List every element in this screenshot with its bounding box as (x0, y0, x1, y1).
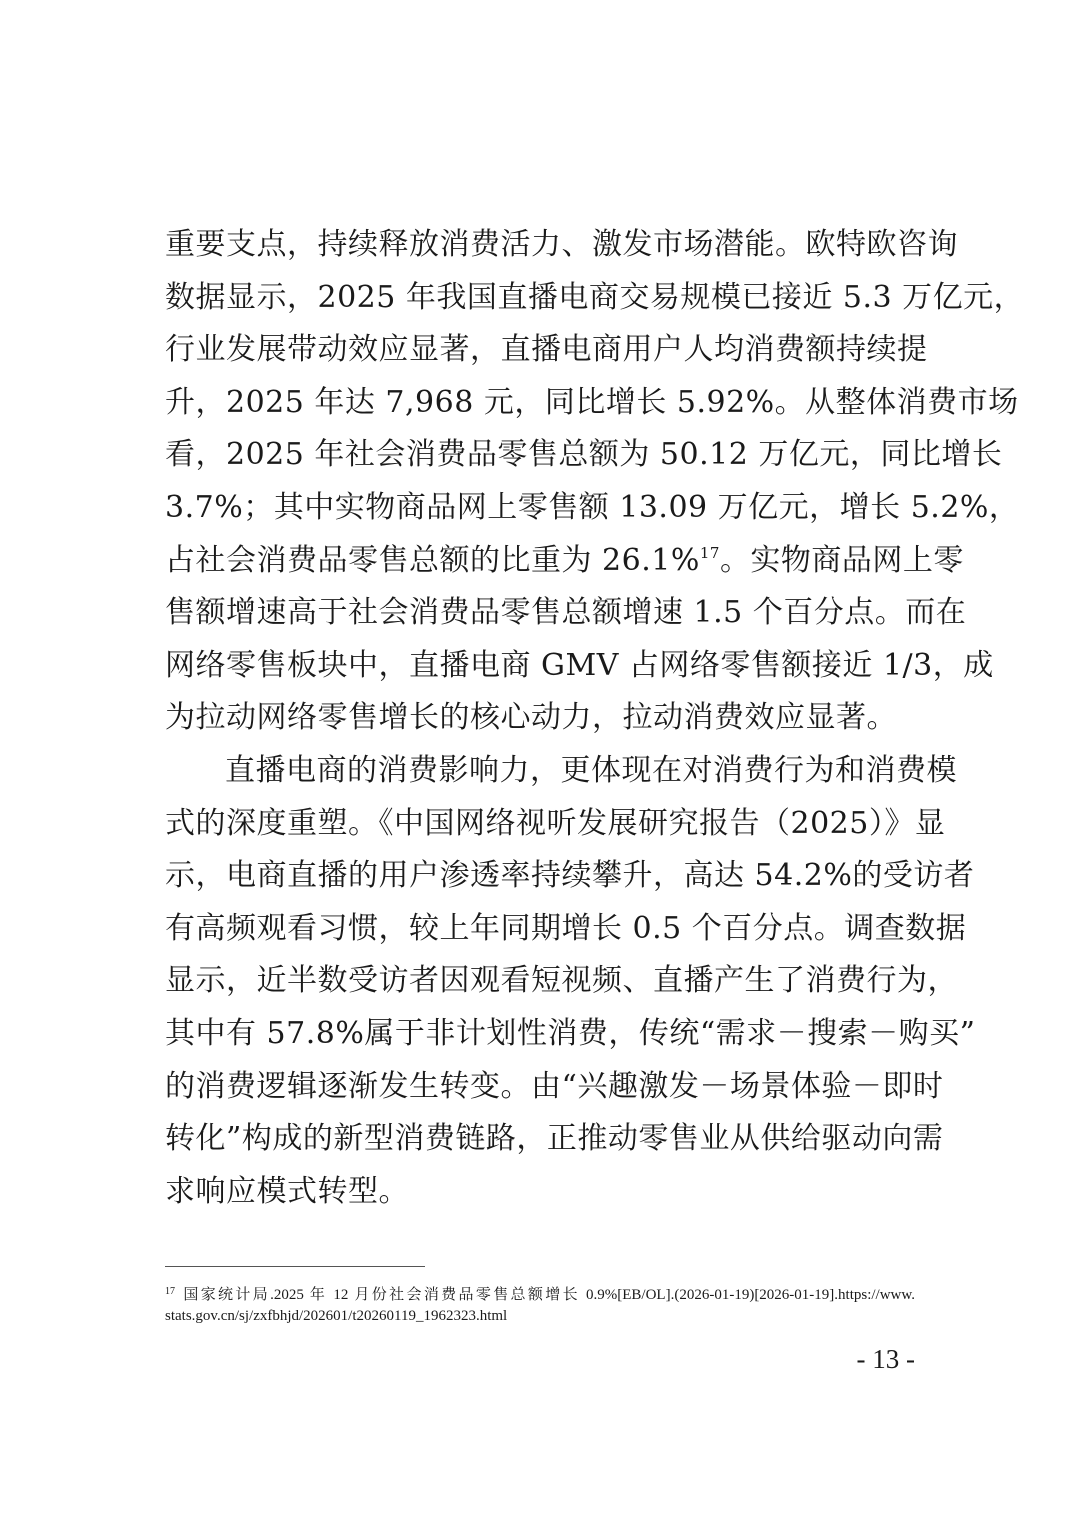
text-line: 示，电商直播的用户渗透率持续攀升，高达 54.2%的受访者 (165, 858, 975, 894)
footnote (165, 1281, 915, 1327)
text-line-tail: 。实物商品网上零 (719, 542, 964, 578)
text-line: 式的深度重塑。《中国网络视听发展研究报告（2025）》显 (165, 805, 946, 841)
text-line: 数据显示，2025 年我国直播电商交易规模已接近 5.3 万亿元， (165, 279, 1025, 315)
text-line: 网络零售板块中，直播电商 GMV 占网络零售额接近 1/3，成 (165, 647, 994, 683)
footnote-divider (165, 1266, 425, 1267)
text-line: 行业发展带动效应显著，直播电商用户人均消费额持续提 (165, 332, 928, 368)
text-line: 其中有 57.8%属于非计划性消费，传统“需求－搜索－购买” (165, 1015, 976, 1051)
footnote-number: 17 (165, 1286, 175, 1297)
page-number: - 13 - (856, 1344, 915, 1374)
text-line: 求响应模式转型。 (165, 1173, 409, 1209)
text-line: 3.7%；其中实物商品网上零售额 13.09 万亿元，增长 5.2%， (165, 489, 1020, 525)
text-line: 转化”构成的新型消费链路，正推动零售业从供给驱动向需 (165, 1121, 944, 1157)
text-line: 直播电商的消费影响力，更体现在对消费行为和消费模 (225, 752, 957, 788)
text-line-with-footnote (165, 535, 964, 588)
footnote-reference[interactable]: 17 (699, 543, 720, 562)
text-line: 看，2025 年社会消费品零售总额为 50.12 万亿元，同比增长 (165, 437, 1003, 473)
footnote-line (165, 1281, 915, 1306)
text-line: 售额增速高于社会消费品零售总额增速 1.5 个百分点。而在 (165, 595, 967, 631)
text-line: 为拉动网络零售增长的核心动力，拉动消费效应显著。 (165, 700, 897, 736)
footnote-text: 国家统计局.2025 年 12 月份社会消费品零售总额增长 0.9%[EB/OL].(2026-01-19)[2026-01-19].https://www. (181, 1287, 915, 1303)
text-line: 重要支点，持续释放消费活力、激发市场潜能。欧特欧咨询 (165, 227, 958, 262)
text-line: 显示，近半数受访者因观看短视频、直播产生了消费行为， (165, 963, 958, 999)
body-text (165, 219, 1025, 1218)
text-line-head: 占社会消费品零售总额的比重为 26.1% (165, 542, 700, 578)
text-line: 有高频观看习惯，较上年同期增长 0.5 个百分点。调查数据 (165, 910, 967, 946)
text-line: 的消费逻辑逐渐发生转变。由“兴趣激发－场景体验－即时 (165, 1068, 944, 1104)
text-line: 升，2025 年达 7,968 元，同比增长 5.92%。从整体消费市场 (165, 384, 1019, 420)
footnote-link[interactable]: stats.gov.cn/sj/zxfbhjd/202601/t20260119_1962323.html (165, 1308, 508, 1324)
